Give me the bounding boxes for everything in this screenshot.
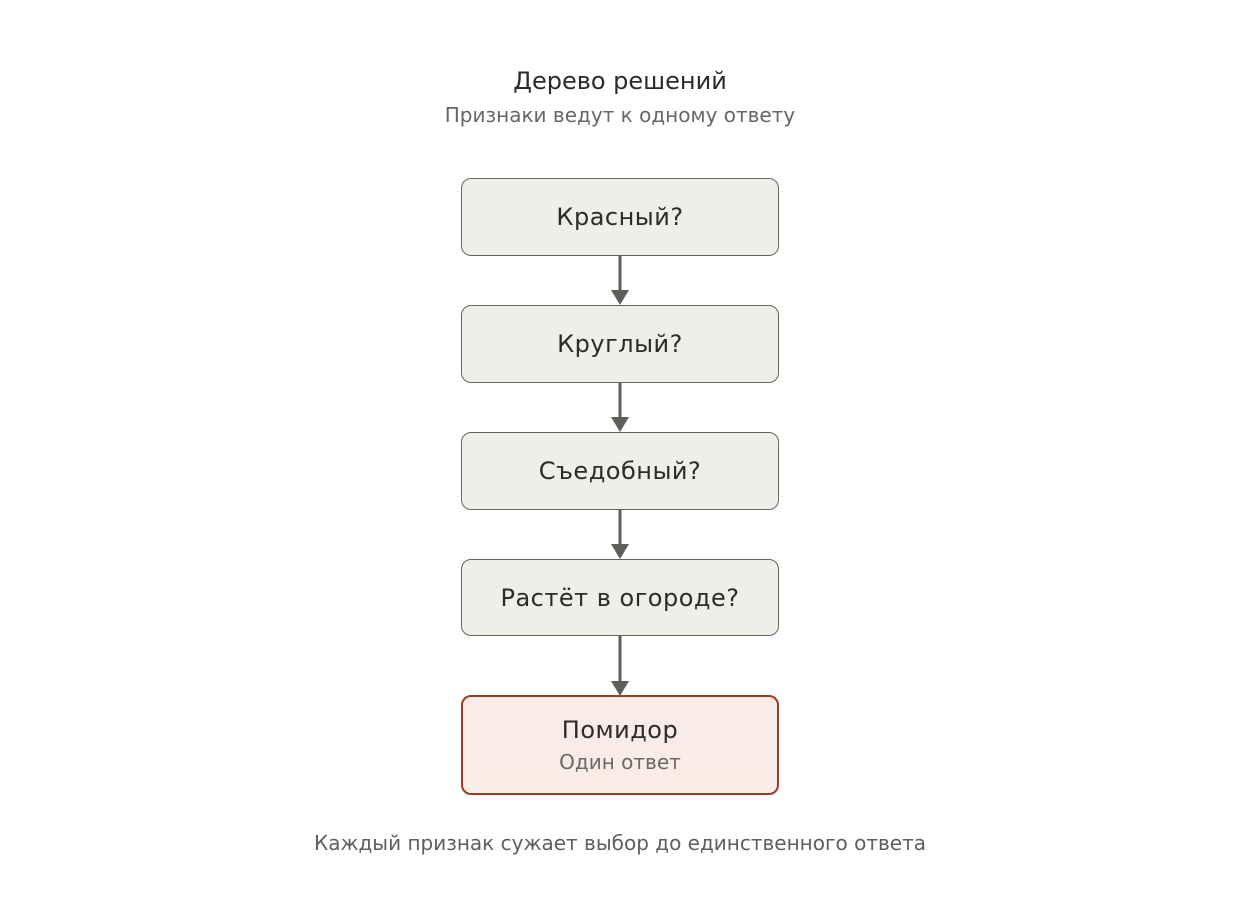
node-grows-in-garden	[461, 559, 779, 636]
node-edible	[461, 432, 779, 510]
diagram-footer: Каждый признак сужает выбор до единственного ответа	[314, 831, 926, 855]
result-label: Помидор	[561, 716, 679, 744]
arrow-4	[611, 636, 629, 696]
node-label: Съедобный?	[538, 457, 702, 485]
result-sublabel: Один ответ	[559, 750, 681, 774]
arrow-1	[611, 256, 629, 305]
node-round	[461, 305, 779, 383]
node-label: Круглый?	[557, 330, 683, 358]
node-label: Красный?	[556, 203, 684, 231]
arrow-3	[611, 510, 629, 559]
diagram-subtitle: Признаки ведут к одному ответу	[444, 103, 796, 127]
node-red	[461, 178, 779, 256]
diagram-title: Дерево решений	[513, 67, 727, 95]
arrow-2	[611, 383, 629, 432]
node-label: Растёт в огороде?	[500, 583, 740, 612]
result-node	[461, 695, 779, 795]
